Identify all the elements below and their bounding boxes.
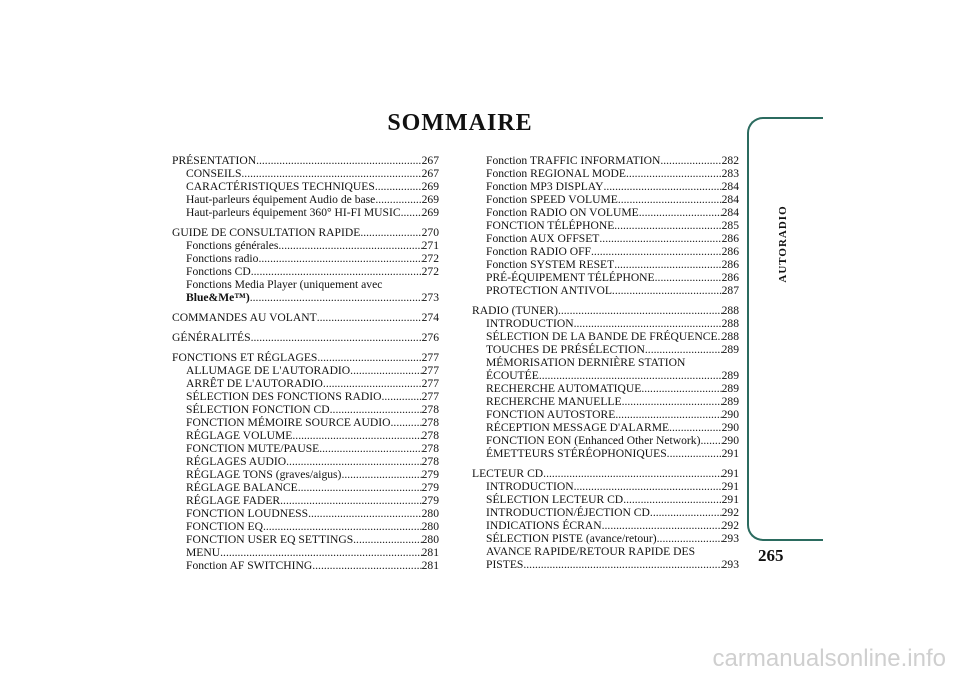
toc-entry[interactable] [472, 193, 739, 206]
toc-entry[interactable] [172, 239, 439, 252]
toc-entry-title: Fonctions Media Player (uniquement avec [186, 278, 383, 291]
toc-entry-page: 285 [721, 219, 739, 232]
toc-entry-page: 276 [421, 331, 439, 344]
toc-entry[interactable] [472, 167, 739, 180]
toc-entry[interactable] [172, 507, 439, 520]
watermark: carmanualsonline.info [712, 645, 946, 672]
toc-entry-page: 272 [421, 265, 439, 278]
toc-entry[interactable] [472, 493, 739, 506]
toc-entry[interactable] [172, 429, 439, 442]
toc-entry-page: 277 [421, 390, 439, 403]
toc-entry-page: 278 [421, 416, 439, 429]
toc-entry[interactable] [172, 331, 439, 344]
toc-entry-page: 290 [721, 421, 739, 434]
toc-entry[interactable] [172, 481, 439, 494]
toc-entry-page: 283 [721, 167, 739, 180]
toc-entry[interactable] [172, 403, 439, 416]
toc-entry-page: 291 [721, 493, 739, 506]
toc-entry-title: PRÉ-ÉQUIPEMENT TÉLÉPHONE [486, 271, 655, 284]
toc-entry[interactable] [472, 519, 739, 532]
toc-entry[interactable] [172, 180, 439, 193]
toc-entry-title: INDICATIONS ÉCRAN [486, 519, 602, 532]
toc-entry[interactable] [172, 416, 439, 429]
toc-entry[interactable] [472, 356, 739, 369]
toc-entry-page: 290 [721, 408, 739, 421]
toc-entry-title: RÉGLAGE TONS (graves/aigus) [186, 468, 342, 481]
toc-entry-title: PRÉSENTATION [172, 154, 257, 167]
toc-entry-page: 293 [721, 558, 739, 571]
toc-leader-dots [323, 377, 422, 390]
toc-entry-title: CONSEILS [186, 167, 242, 180]
toc-entry-title: Fonction SYSTEM RESET [486, 258, 615, 271]
toc-entry-title: SÉLECTION LECTEUR CD [486, 493, 624, 506]
toc-entry-title: Fonctions CD [186, 265, 251, 278]
toc-entry[interactable] [172, 533, 439, 546]
toc-leader-dots [543, 467, 721, 480]
toc-entry-page: 269 [421, 206, 439, 219]
toc-leader-dots [251, 331, 422, 344]
toc-entry[interactable] [472, 343, 739, 356]
toc-entry-page: 267 [421, 154, 439, 167]
toc-entry-page: 286 [721, 258, 739, 271]
toc-leader-dots [350, 364, 421, 377]
toc-leader-dots [308, 507, 422, 520]
toc-entry[interactable] [472, 532, 739, 545]
toc-leader-dots [603, 180, 721, 193]
toc-entry-title: RECHERCHE MANUELLE [486, 395, 622, 408]
toc-entry-title: GUIDE DE CONSULTATION RAPIDE [172, 226, 361, 239]
toc-entry-page: 278 [421, 403, 439, 416]
toc-entry-title: RÉGLAGE VOLUME [186, 429, 293, 442]
toc-entry-page: 286 [721, 232, 739, 245]
toc-entry-title: MENU [186, 546, 221, 559]
toc-entry[interactable] [172, 455, 439, 468]
toc-entry[interactable] [472, 232, 739, 245]
toc-leader-dots [639, 206, 722, 219]
toc-entry[interactable] [172, 206, 439, 219]
toc-entry-title: Fonctions radio [186, 252, 259, 265]
toc-entry-title: Blue&Me™) [186, 291, 250, 304]
toc-entry[interactable] [472, 434, 739, 447]
toc-entry-title: FONCTIONS ET RÉGLAGES [172, 351, 318, 364]
toc-entry-page: 272 [421, 252, 439, 265]
toc-entry-title: FONCTION TÉLÉPHONE [486, 219, 615, 232]
toc-entry[interactable] [172, 468, 439, 481]
toc-leader-dots [660, 154, 721, 167]
toc-entry-page: 290 [721, 434, 739, 447]
toc-entry[interactable] [172, 278, 439, 291]
toc-leader-dots [641, 382, 721, 395]
toc-leader-dots [375, 193, 421, 206]
toc-entry-title: ALLUMAGE DE L'AUTORADIO [186, 364, 351, 377]
toc-entry[interactable] [172, 364, 439, 377]
toc-leader-dots [278, 239, 421, 252]
toc-entry-page: 274 [421, 311, 439, 324]
toc-entry[interactable] [472, 369, 739, 382]
toc-entry[interactable] [472, 506, 739, 519]
toc-leader-dots [655, 271, 722, 284]
toc-leader-dots [626, 167, 722, 180]
toc-entry-title: SÉLECTION PISTE (avance/retour) [486, 532, 657, 545]
toc-entry-page: 288 [721, 317, 739, 330]
toc-entry[interactable] [172, 167, 439, 180]
toc-entry[interactable] [172, 252, 439, 265]
toc-entry[interactable] [472, 258, 739, 271]
toc-entry-title: RADIO (TUNER) [472, 304, 558, 317]
toc-entry-page: 280 [421, 520, 439, 533]
toc-entry-page: 280 [421, 507, 439, 520]
toc-entry-title: Haut-parleurs équipement Audio de base [186, 193, 376, 206]
toc-leader-dots [286, 455, 421, 468]
toc-entry[interactable] [172, 520, 439, 533]
toc-entry-page: 292 [721, 506, 739, 519]
toc-entry[interactable] [172, 559, 439, 572]
toc-entry-title: FONCTION EON (Enhanced Other Network) [486, 434, 701, 447]
toc-entry-title: Fonction AF SWITCHING [186, 559, 313, 572]
toc-leader-dots [375, 180, 422, 193]
toc-entry-title: FONCTION USER EQ SETTINGS [186, 533, 354, 546]
toc-entry-title: ÉCOUTÉE [486, 369, 539, 382]
page-title: SOMMAIRE [387, 110, 533, 136]
toc-leader-dots [622, 395, 722, 408]
toc-leader-dots [263, 520, 422, 533]
toc-leader-dots [341, 468, 421, 481]
toc-entry-page: 284 [721, 180, 739, 193]
toc-leader-dots [558, 304, 722, 317]
toc-leader-dots [360, 226, 421, 239]
toc-entry-page: 269 [421, 193, 439, 206]
toc-left-column [172, 154, 439, 572]
toc-entry[interactable] [172, 311, 439, 324]
toc-entry-page: 277 [421, 377, 439, 390]
toc-entry-title: PISTES [486, 558, 524, 571]
toc-leader-dots [298, 481, 422, 494]
toc-entry[interactable] [472, 219, 739, 232]
toc-entry-title: ARRÊT DE L'AUTORADIO [186, 377, 323, 390]
toc-entry-page: 279 [421, 494, 439, 507]
toc-entry-title: RECHERCHE AUTOMATIQUE [486, 382, 642, 395]
toc-entry-page: 282 [721, 154, 739, 167]
toc-entry[interactable] [472, 447, 739, 460]
toc-entry-page: 273 [421, 291, 439, 304]
toc-entry-page: 292 [721, 519, 739, 532]
toc-entry-title: INTRODUCTION [486, 480, 574, 493]
toc-entry-page: 289 [721, 395, 739, 408]
toc-entry-title: TOUCHES DE PRÉSÉLECTION [486, 343, 645, 356]
toc-leader-dots [574, 317, 722, 330]
toc-entry[interactable] [472, 395, 739, 408]
toc-entry[interactable] [472, 382, 739, 395]
toc-entry-page: 279 [421, 481, 439, 494]
toc-entry-title: FONCTION AUTOSTORE [486, 408, 616, 421]
toc-leader-dots [602, 519, 722, 532]
toc-leader-dots [700, 434, 721, 447]
toc-leader-dots [669, 421, 722, 434]
toc-entry-page: 279 [421, 468, 439, 481]
toc-entry[interactable] [472, 304, 739, 317]
toc-leader-dots [614, 219, 721, 232]
toc-leader-dots [280, 494, 421, 507]
page-number: 265 [758, 546, 784, 565]
toc-entry-title: INTRODUCTION [486, 317, 574, 330]
toc-entry-title: FONCTION EQ [186, 520, 263, 533]
toc-leader-dots [574, 480, 722, 493]
toc-entry-title: FONCTION LOUDNESS [186, 507, 309, 520]
toc-entry[interactable] [472, 284, 739, 297]
toc-entry-title: Haut-parleurs équipement 360° HI-FI MUSIC [186, 206, 401, 219]
toc-entry[interactable] [172, 265, 439, 278]
toc-entry-page: 289 [721, 343, 739, 356]
section-tab-text: AUTORADIO [777, 205, 789, 283]
toc-leader-dots [667, 447, 722, 460]
toc-entry[interactable] [472, 330, 739, 343]
toc-entry[interactable] [172, 390, 439, 403]
toc-entry-title: LECTEUR CD [472, 467, 544, 480]
toc-entry[interactable] [472, 467, 739, 480]
toc-entry[interactable] [472, 180, 739, 193]
toc-leader-dots [523, 558, 721, 571]
toc-entry[interactable] [472, 480, 739, 493]
toc-entry-title: ÉMETTEURS STÉRÉOPHONIQUES [486, 447, 667, 460]
toc-entry-page: 284 [721, 193, 739, 206]
toc-entry[interactable] [472, 421, 739, 434]
toc-entry-title: RÉGLAGES AUDIO [186, 455, 287, 468]
toc-entry-page: 267 [421, 167, 439, 180]
toc-entry-title: CARACTÉRISTIQUES TECHNIQUES [186, 180, 375, 193]
toc-entry-title: Fonction TRAFFIC INFORMATION [486, 154, 661, 167]
toc-entry-page: 293 [721, 532, 739, 545]
toc-entry-page: 281 [421, 546, 439, 559]
toc-entry-page: 277 [421, 351, 439, 364]
toc-entry-title: Fonction REGIONAL MODE [486, 167, 626, 180]
toc-entry-page: 286 [721, 245, 739, 258]
toc-entry-title: COMMANDES AU VOLANT [172, 311, 317, 324]
toc-entry-title: GÉNÉRALITÉS [172, 331, 251, 344]
toc-entry-page: 288 [721, 330, 739, 343]
toc-entry-page: 288 [721, 304, 739, 317]
toc-entry[interactable] [172, 494, 439, 507]
toc-entry-title: SÉLECTION FONCTION CD [186, 403, 330, 416]
toc-entry[interactable] [472, 545, 739, 558]
toc-entry-page: 278 [421, 429, 439, 442]
toc-leader-dots [599, 232, 721, 245]
toc-leader-dots [612, 284, 722, 297]
toc-entry-page: 291 [721, 447, 739, 460]
toc-entry-title: Fonction SPEED VOLUME [486, 193, 618, 206]
toc-entry-title: INTRODUCTION/ÉJECTION CD [486, 506, 650, 519]
toc-entry-title: Fonction AUX OFFSET [486, 232, 600, 245]
toc-entry[interactable] [472, 206, 739, 219]
toc-entry-title: Fonctions générales [186, 239, 279, 252]
toc-entry-page: 289 [721, 382, 739, 395]
toc-entry[interactable] [172, 351, 439, 364]
toc-leader-dots [591, 245, 722, 258]
toc-leader-dots [401, 206, 422, 219]
toc-entry-page: 278 [421, 455, 439, 468]
toc-entry-page: 270 [421, 226, 439, 239]
toc-leader-dots [330, 403, 422, 416]
toc-leader-dots [220, 546, 421, 559]
toc-leader-dots [539, 369, 722, 382]
toc-leader-dots [650, 506, 722, 519]
toc-leader-dots [251, 265, 422, 278]
toc-right-column [472, 154, 739, 571]
toc-entry-page: 269 [421, 180, 439, 193]
toc-entry[interactable] [172, 226, 439, 239]
toc-entry-title: SÉLECTION DES FONCTIONS RADIO [186, 390, 382, 403]
toc-leader-dots [292, 429, 421, 442]
toc-leader-dots [250, 291, 422, 304]
toc-entry-page: 284 [721, 206, 739, 219]
toc-entry[interactable] [172, 291, 439, 304]
toc-entry-page: 291 [721, 480, 739, 493]
toc-entry-page: 278 [421, 442, 439, 455]
toc-leader-dots [312, 559, 421, 572]
toc-leader-dots [645, 343, 722, 356]
toc-leader-dots [391, 416, 422, 429]
toc-entry-title: AVANCE RAPIDE/RETOUR RAPIDE DES [486, 545, 696, 558]
toc-entry-title: PROTECTION ANTIVOL [486, 284, 612, 297]
toc-entry-page: 291 [721, 467, 739, 480]
toc-entry-title: FONCTION MUTE/PAUSE [186, 442, 320, 455]
toc-entry[interactable] [472, 408, 739, 421]
toc-entry[interactable] [172, 193, 439, 206]
toc-entry-page: 280 [421, 533, 439, 546]
toc-entry-page: 287 [721, 284, 739, 297]
toc-leader-dots [241, 167, 421, 180]
toc-leader-dots [657, 532, 722, 545]
toc-leader-dots [319, 442, 421, 455]
toc-entry[interactable] [172, 377, 439, 390]
toc-entry-title: RÉGLAGE BALANCE [186, 481, 298, 494]
toc-entry-title: MÉMORISATION DERNIÈRE STATION [486, 356, 686, 369]
toc-entry-title: Fonction RADIO OFF [486, 245, 592, 258]
toc-entry[interactable] [172, 442, 439, 455]
toc-leader-dots [615, 408, 721, 421]
toc-entry-page: 281 [421, 559, 439, 572]
toc-entry-title: SÉLECTION DE LA BANDE DE FRÉQUENCE [486, 330, 718, 343]
toc-entry-page: 289 [721, 369, 739, 382]
toc-entry-title: Fonction MP3 DISPLAY [486, 180, 604, 193]
toc-leader-dots [353, 533, 421, 546]
toc-entry-title: FONCTION MÉMOIRE SOURCE AUDIO [186, 416, 391, 429]
section-tab [747, 117, 823, 541]
toc-leader-dots [317, 351, 421, 364]
toc-entry-title: RÉCEPTION MESSAGE D'ALARME [486, 421, 670, 434]
toc-leader-dots [317, 311, 422, 324]
toc-entry-page: 286 [721, 271, 739, 284]
toc-leader-dots [258, 252, 421, 265]
toc-entry-page: 271 [421, 239, 439, 252]
toc-leader-dots [618, 193, 722, 206]
toc-entry-page: 277 [421, 364, 439, 377]
toc-leader-dots [623, 493, 721, 506]
toc-entry[interactable] [472, 271, 739, 284]
toc-entry[interactable] [472, 245, 739, 258]
toc-entry-title: Fonction RADIO ON VOLUME [486, 206, 639, 219]
toc-leader-dots [256, 154, 422, 167]
toc-entry[interactable] [472, 558, 739, 571]
toc-entry[interactable] [172, 154, 439, 167]
toc-leader-dots [614, 258, 721, 271]
toc-entry-title: RÉGLAGE FADER [186, 494, 281, 507]
toc-entry[interactable] [472, 154, 739, 167]
toc-entry[interactable] [472, 317, 739, 330]
toc-entry[interactable] [172, 546, 439, 559]
toc-leader-dots [382, 390, 422, 403]
